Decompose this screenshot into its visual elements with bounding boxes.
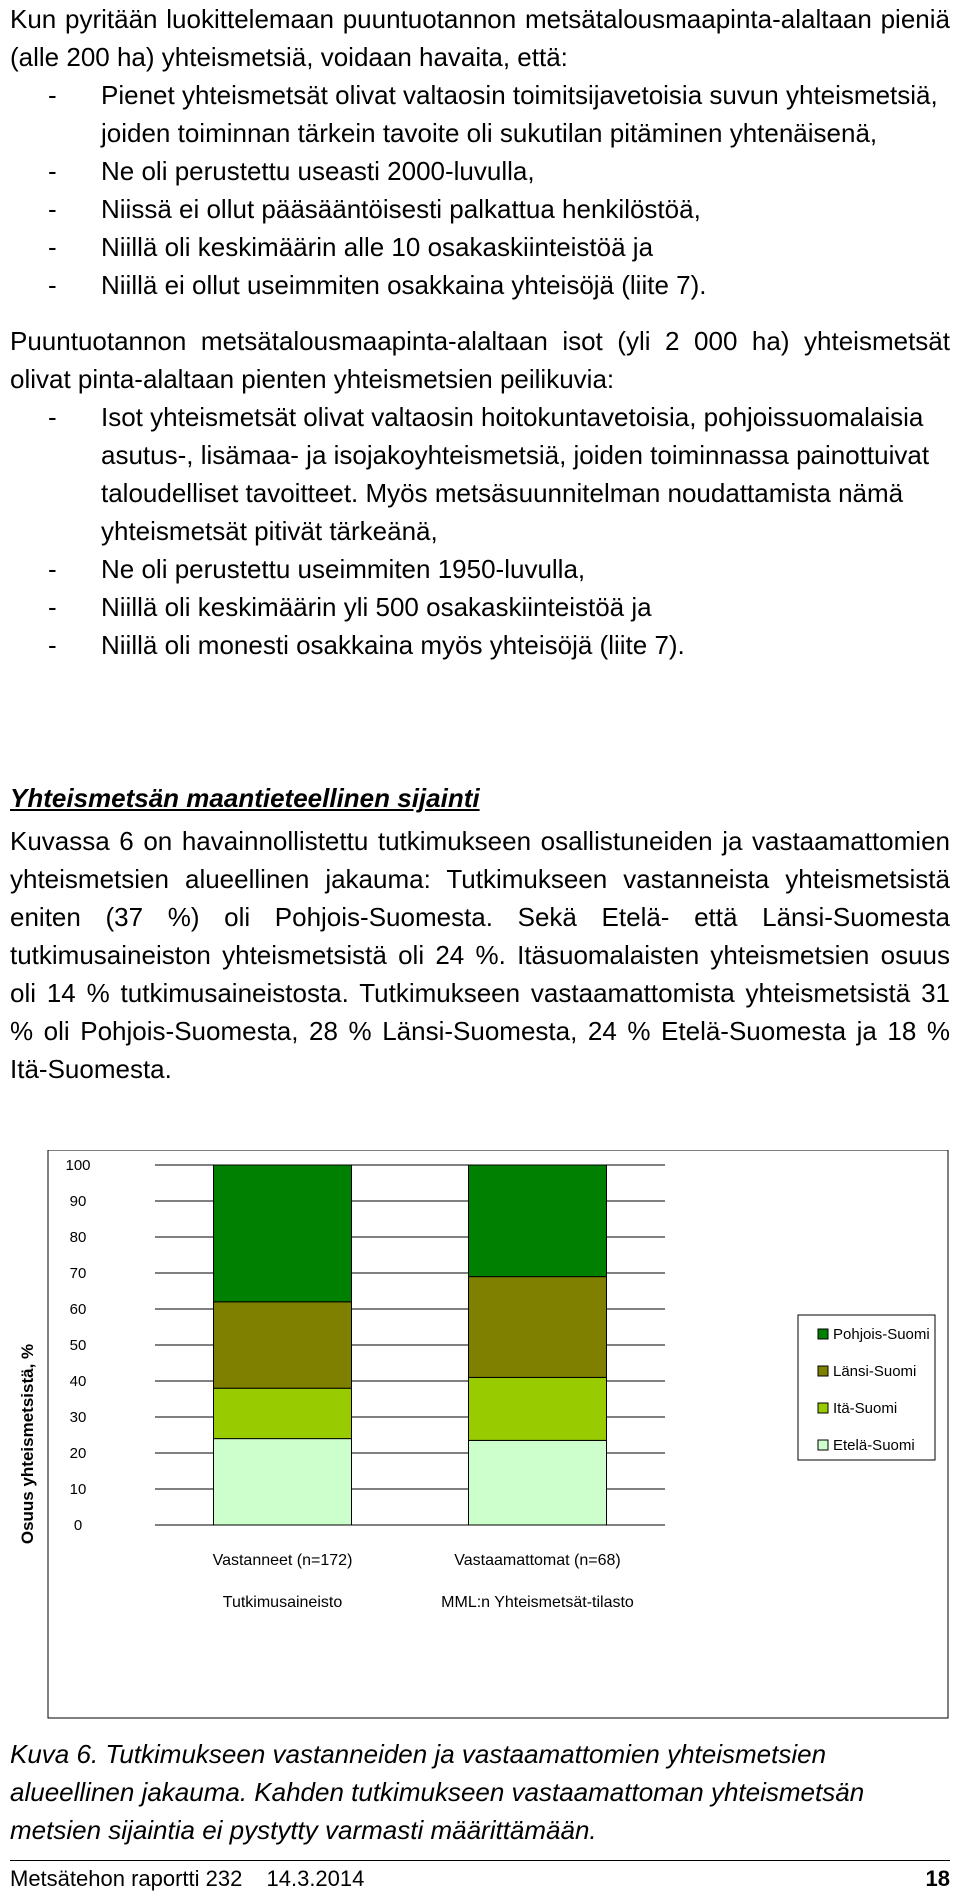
bar-segment-it-suomi [469,1377,607,1440]
large-bullet-item [10,588,950,626]
y-tick-label: 50 [69,1337,87,1354]
x-category-label: Vastaamattomat (n=68) [454,1552,621,1569]
y-tick-label: 60 [69,1301,87,1318]
y-tick-label: 40 [69,1373,87,1390]
stacked-bar-chart [10,1150,950,1720]
bar-segment-l-nsi-suomi [469,1277,607,1378]
small-bullet-item [10,190,950,228]
y-tick-label: 80 [69,1229,87,1246]
y-tick-label: 70 [69,1265,87,1282]
bar-segment-pohjois-suomi [469,1165,607,1277]
footer-left [10,1866,382,1891]
intro-large-paragraph: Puuntuotannon metsätalousmaapinta-alaltaan isot (yli 2 000 ha) yhteismetsät olivat pinta-alaltaan pienten yhteismetsien peilikuvia: [10,326,950,394]
dash-marker: - [48,402,57,432]
y-axis-label: Osuus yhteismetsistä, % [18,1343,37,1545]
small-bullet-text: Pienet yhteismetsät olivat valtaosin toimitsijavetoisia suvun yhteismetsiä, joiden toiminnan tärkein tavoite oli sukutilan pitäminen yhtenäisenä, [101,80,938,148]
figure-caption: Kuva 6. Tutkimukseen vastanneiden ja vastaamattomien yhteismetsien alueellinen jakauma. Kahden tutkimukseen vastaamattoman yhteismetsän metsien sijaintia ei pystytty varmasti määrittämään. [10,1739,865,1845]
legend-swatch [818,1403,828,1413]
bar-segment-it-suomi [214,1388,352,1438]
intro-small-paragraph: Kun pyritään luokittelemaan puuntuotannon metsätalousmaapinta-alaltaan pieniä (alle 200 ha) yhteismetsiä, voidaan havaita, että: [10,4,950,72]
bar-segment-pohjois-suomi [214,1165,352,1302]
dash-marker: - [48,156,57,186]
legend-label: Pohjois-Suomi [833,1326,930,1343]
small-bullet-text: Ne oli perustettu useasti 2000-luvulla, [101,156,535,186]
y-tick-label: 30 [69,1409,87,1426]
footer-date: 14.3.2014 [266,1866,365,1891]
small-bullet-item [10,152,950,190]
large-bullet-text: Niillä oli monesti osakkaina myös yhteisöjä (liite 7). [101,630,685,660]
page-number: 18 [925,1866,950,1891]
section-heading: Yhteismetsän maantieteellinen sijainti [10,783,480,813]
large-bullet-item [10,626,950,664]
y-tick-label: 0 [73,1517,83,1534]
large-bullet-text: Niillä oli keskimäärin yli 500 osakaskiinteistöä ja [101,592,652,622]
section-paragraph: Kuvassa 6 on havainnollistettu tutkimukseen osallistuneiden ja vastaamattomien yhteismetsien alueellinen jakauma: Tutkimukseen vastanneista yhteismetsistä eniten (37 %) oli Pohjois-Suomesta. Sekä Etelä- että Länsi-Suomesta tutkimusaineiston yhteismetsistä oli 24 %. Itäsuomalaisten yhteismetsien osuus oli 14 % tutkimusaineistosta. Tutkimukseen vastaamattomista yhteismetsistä 31 % oli Pohjois-Suomesta, 28 % Länsi-Suomesta, 24 % Etelä-Suomesta ja 18 % Itä-Suomesta. [10,826,950,1084]
dash-marker: - [48,592,57,622]
dash-marker: - [48,554,57,584]
large-bullet-text: Ne oli perustettu useimmiten 1950-luvulla, [101,554,586,584]
small-bullet-text: Niillä oli keskimäärin alle 10 osakaskiinteistöä ja [101,232,654,262]
small-bullet-text: Niillä ei ollut useimmiten osakkaina yhteisöjä (liite 7). [101,270,707,300]
dash-marker: - [48,630,57,660]
y-tick-label: 10 [69,1481,87,1498]
footer-divider [10,1860,950,1861]
small-bullet-item [10,76,950,152]
dash-marker: - [48,80,57,110]
y-tick-label: 20 [69,1445,87,1462]
bar-segment-etel-suomi [469,1440,607,1525]
dash-marker: - [48,270,57,300]
large-bullet-text: Isot yhteismetsät olivat valtaosin hoitokuntavetoisia, pohjoissuomalaisia asutus-, lisämaa- ja isojakoyhteismetsiä, joiden toiminnassa painottuivat taloudelliset tavoitteet. Myös metsäsuunnitelman noudattamista nämä yhteismetsät pitivät tärkeänä, [101,402,930,546]
legend-swatch [818,1440,828,1450]
small-bullet-item [10,228,950,266]
y-tick-label: 90 [69,1193,87,1210]
legend-swatch [818,1329,828,1339]
small-bullet-item [10,266,950,304]
legend-label: Länsi-Suomi [833,1363,917,1380]
legend-swatch [818,1366,828,1376]
small-forest-list [10,76,950,304]
page-footer [10,1864,950,1894]
large-forest-list [10,398,950,664]
footer-report: Metsätehon raportti 232 [10,1866,243,1891]
x-category-label: Vastanneet (n=172) [212,1552,353,1569]
y-tick-label: 100 [65,1157,91,1174]
dash-marker: - [48,194,57,224]
small-bullet-text: Niissä ei ollut pääsääntöisesti palkattua henkilöstöä, [101,194,701,224]
bar-segment-l-nsi-suomi [214,1302,352,1388]
x-category-sublabel: MML:n Yhteismetsät-tilasto [441,1594,634,1611]
x-category-sublabel: Tutkimusaineisto [222,1594,343,1611]
dash-marker: - [48,232,57,262]
bar-segment-etel-suomi [214,1439,352,1525]
large-bullet-item [10,398,950,550]
legend-label: Etelä-Suomi [833,1437,915,1454]
large-bullet-item [10,550,950,588]
legend-label: Itä-Suomi [833,1400,898,1417]
chart [10,1150,950,1720]
